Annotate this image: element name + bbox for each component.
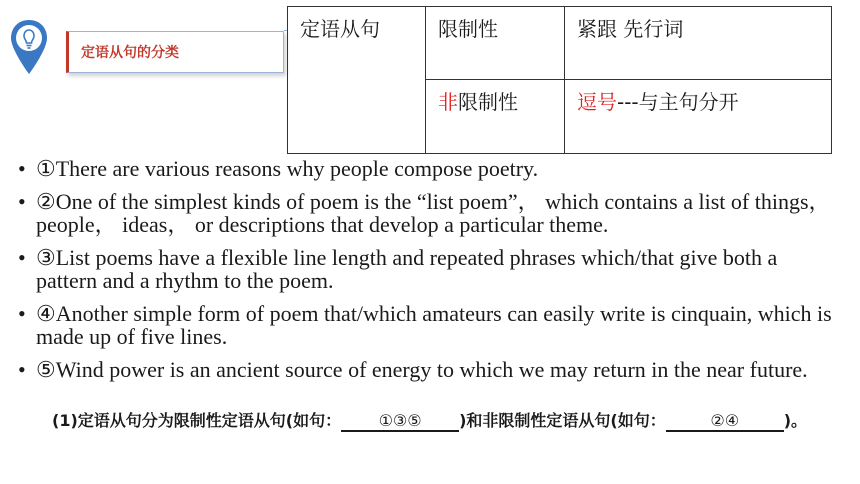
list-item: • ①There are various reasons why people compose poetry. xyxy=(18,157,838,180)
question-part: )。 xyxy=(783,411,808,430)
cell-text: ---与主句分开 xyxy=(617,90,739,114)
question-text xyxy=(52,408,812,433)
answer-blank-nonrestrictive: ②④ xyxy=(666,412,784,432)
list-item: • ③List poems have a flexible line length and repeated phrases which/that give both a pattern and a rhythm to the poem. xyxy=(18,246,838,292)
table-row xyxy=(288,7,832,80)
question-part: )和非限制性定语从句(如句： xyxy=(459,411,666,430)
cell-text: 限制性 xyxy=(458,90,518,114)
red-text: 逗号 xyxy=(577,90,617,114)
list-item: • ②One of the simplest kinds of poem is the “list poem”， which contains a list of things， people， ideas， or descriptions that develop a particular theme. xyxy=(18,190,838,236)
example-sentence-list xyxy=(18,157,838,391)
answer-blank-restrictive: ①③⑤ xyxy=(341,412,459,432)
table-cell-restrictive-rule: 紧跟 先行词 xyxy=(565,7,832,80)
list-item: • ④Another simple form of poem that/which amateurs can easily write is cinquain, which is made up of five lines. xyxy=(18,302,838,348)
question-part: (1)定语从句分为限制性定语从句(如句： xyxy=(52,411,342,430)
table-cell-restrictive: 限制性 xyxy=(426,7,565,80)
red-text: 非 xyxy=(438,90,458,114)
table-cell-nonrestrictive xyxy=(426,80,565,154)
clause-type-table xyxy=(287,6,832,154)
lightbulb-pin-icon xyxy=(9,18,49,76)
table-cell-nonrestrictive-rule xyxy=(565,80,832,154)
section-title: 定语从句的分类 xyxy=(81,45,179,61)
list-item: • ⑤Wind power is an ancient source of energy to which we may return in the near future. xyxy=(18,358,838,381)
table-cell-clause: 定语从句 xyxy=(288,7,426,154)
section-title-box xyxy=(66,31,284,73)
